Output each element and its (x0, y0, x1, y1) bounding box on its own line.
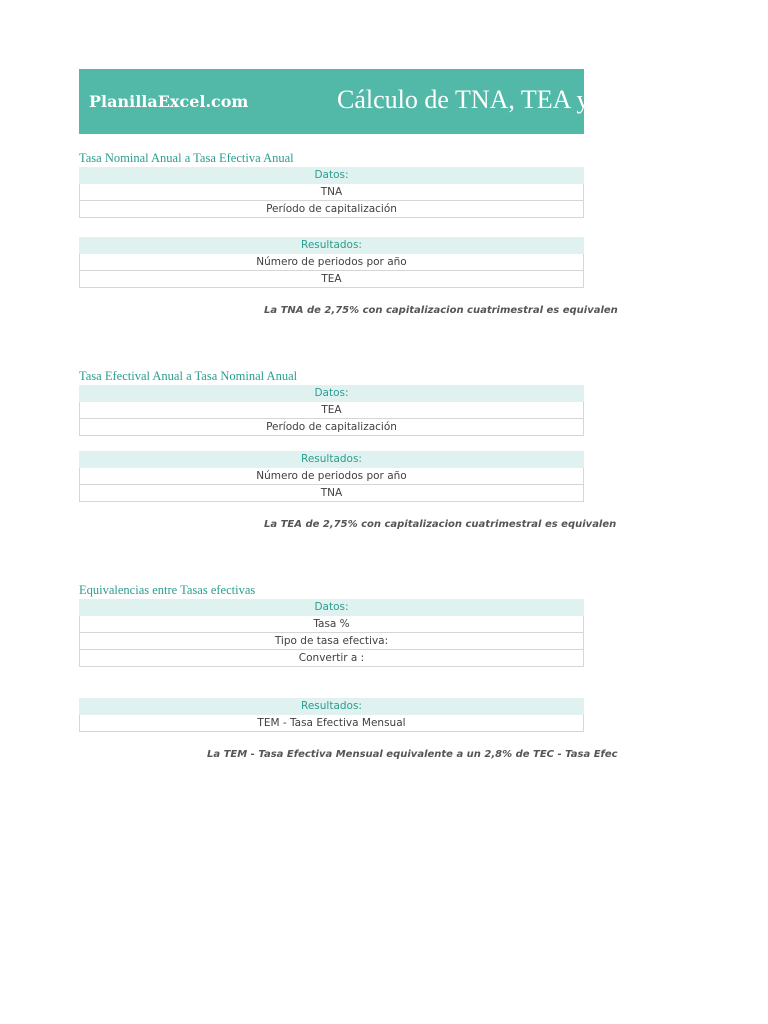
resultados-header: Resultados: (79, 237, 584, 254)
datos-table-tna-to-tea (79, 167, 584, 218)
datos-table-equivalencias (79, 599, 584, 667)
result-note: La TEA de 2,75% con capitalizacion cuatrimestral es equivalen (264, 519, 617, 530)
datos-table-tea-to-tna (79, 385, 584, 436)
resultados-row[interactable]: TEM - Tasa Efectiva Mensual (79, 715, 584, 732)
datos-row[interactable]: Tipo de tasa efectiva: (79, 633, 584, 650)
section-title-tea-to-tna: Tasa Efectival Anual a Tasa Nominal Anual (79, 369, 298, 383)
resultados-row[interactable]: TNA (79, 485, 584, 502)
resultados-row[interactable]: TEA (79, 271, 584, 288)
datos-header: Datos: (79, 385, 584, 402)
brand-name: PlanillaExcel.com (89, 92, 249, 111)
resultados-row[interactable]: Número de periodos por año (79, 468, 584, 485)
resultados-table-equivalencias (79, 698, 584, 732)
resultados-table-tea-to-tna (79, 451, 584, 502)
page-title: Cálculo de TNA, TEA y (337, 85, 590, 114)
resultados-header: Resultados: (79, 451, 584, 468)
datos-row[interactable]: Período de capitalización (79, 201, 584, 218)
datos-header: Datos: (79, 167, 584, 184)
result-note: La TEM - Tasa Efectiva Mensual equivalente a un 2,8% de TEC - Tasa Efec (207, 749, 618, 760)
resultados-header: Resultados: (79, 698, 584, 715)
resultados-row[interactable]: Número de periodos por año (79, 254, 584, 271)
datos-header: Datos: (79, 599, 584, 616)
result-note: La TNA de 2,75% con capitalizacion cuatrimestral es equivalen (264, 305, 618, 316)
section-title-equivalencias: Equivalencias entre Tasas efectivas (79, 583, 256, 597)
header-banner (79, 69, 590, 134)
resultados-table-tna-to-tea (79, 237, 584, 288)
datos-row[interactable]: Tasa % (79, 616, 584, 633)
section-title-tna-to-tea: Tasa Nominal Anual a Tasa Efectiva Anual (79, 151, 294, 165)
datos-row[interactable]: TEA (79, 402, 584, 419)
datos-row[interactable]: Convertir a : (79, 650, 584, 667)
datos-row[interactable]: TNA (79, 184, 584, 201)
datos-row[interactable]: Período de capitalización (79, 419, 584, 436)
